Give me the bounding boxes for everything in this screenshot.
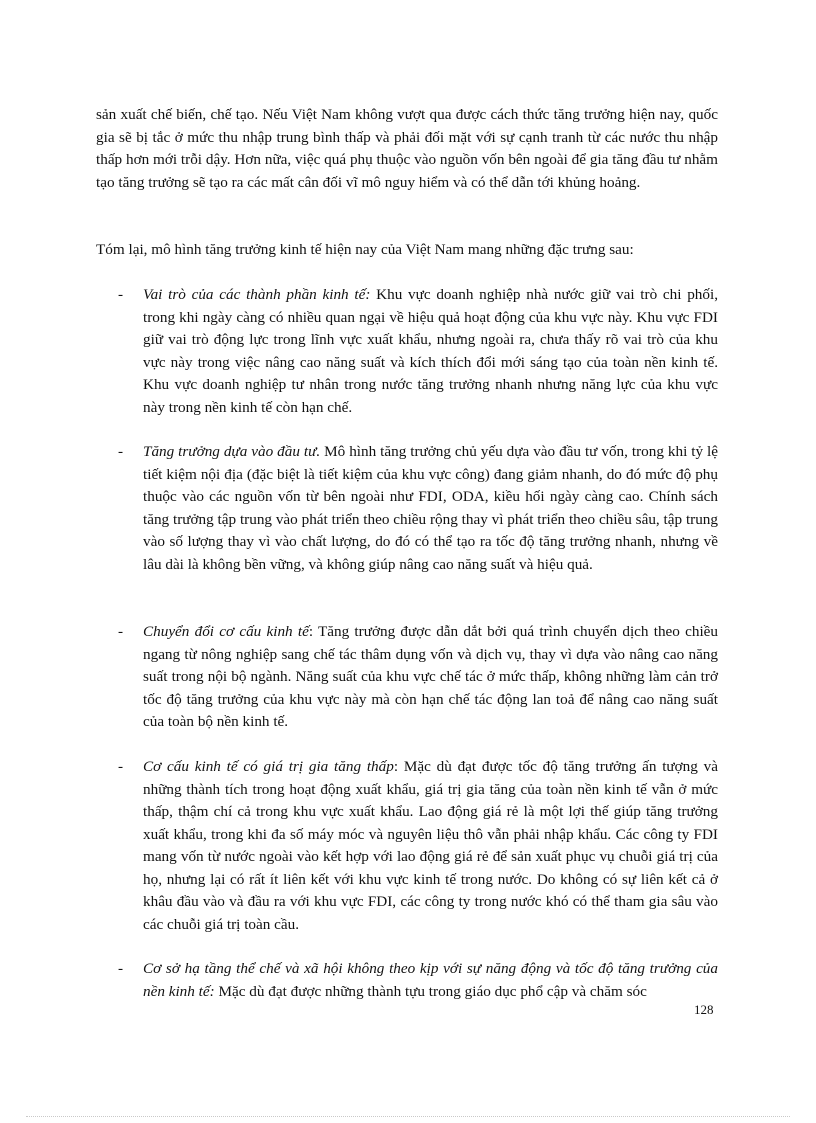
bullet-text: Mặc dù đạt được những thành tựu trong giáo dục phổ cập và chăm sóc xyxy=(214,982,647,1000)
bullet-dash: - xyxy=(118,758,124,775)
bullet-item xyxy=(118,958,718,1003)
page-number: 128 xyxy=(694,1002,714,1017)
bullet-term: Tăng trưởng dựa vào đầu tư. xyxy=(143,443,321,460)
summary-paragraph: Tóm lại, mô hình tăng trưởng kinh tế hiện nay của Việt Nam mang những đặc trưng sau: xyxy=(96,241,634,258)
bullet-item xyxy=(118,441,718,576)
bullet-body xyxy=(143,621,718,734)
bullet-body xyxy=(143,756,718,936)
bullet-item xyxy=(118,621,718,734)
bullet-body xyxy=(143,958,718,1003)
bullet-term: Cơ cấu kinh tế có giá trị gia tăng thấp xyxy=(143,758,394,775)
bullet-text: Khu vực doanh nghiệp nhà nước giữ vai trò chi phối, trong khi ngày càng có nhiều quan ngại về hiệu quả hoạt động của khu vực này. Khu vực FDI giữ vai trò động lực trong lĩnh vực xuất khẩu, nhưng ngoài ra, chưa thấy rõ vai trò của khu vực này trong việc nâng cao năng suất và kích thích đổi mới sáng tạo của toàn nền kinh tế. Khu vực doanh nghiệp tư nhân trong nước tăng trưởng nhanh nhưng năng lực của khu vực này trong nền kinh tế còn hạn chế. xyxy=(143,286,718,416)
bullet-dash: - xyxy=(118,623,124,640)
bullet-term: Cơ sở hạ tầng thể chế và xã hội không theo kịp với sự năng động và tốc độ tăng trưởng của nền kinh tế: xyxy=(143,960,718,1000)
intro-paragraph: sản xuất chế biến, chế tạo. Nếu Việt Nam không vượt qua được cách thức tăng trưởng hiện nay, quốc gia sẽ bị tắc ở mức thu nhập trung bình thấp và phải đối mặt với sự cạnh tranh từ các nước thu nhập thấp hơn mới trỗi dậy. Hơn nữa, việc quá phụ thuộc vào nguồn vốn bên ngoài để gia tăng đầu tư nhằm tạo tăng trưởng sẽ tạo ra các mất cân đối vĩ mô nguy hiểm và có thể dẫn tới khủng hoảng. xyxy=(96,106,718,191)
bullet-dash: - xyxy=(118,286,124,303)
bullet-text: Mô hình tăng trưởng chủ yếu dựa vào đầu tư vốn, trong khi tỷ lệ tiết kiệm nội địa (đặc biệt là tiết kiệm của khu vực công) đang giảm nhanh, do đó mức độ phụ thuộc vào các nguồn vốn từ bên ngoài như FDI, ODA, kiều hối ngày càng cao. Chính sách tăng trưởng tập trung vào phát triển theo chiều rộng thay vì phát triển theo chiều sâu, tập trung vào số lượng thay vì vào chất lượng, do đó có thể tạo ra tốc độ tăng trưởng nhanh, nhưng về lâu dài là không bền vững, và không giúp nâng cao năng suất và hiệu quả. xyxy=(143,443,718,573)
bullet-text: : Tăng trưởng được dẫn dắt bởi quá trình chuyển dịch theo chiều ngang từ nông nghiệp sang chế tác thâm dụng vốn và dịch vụ, thay vì dựa vào nâng cao năng suất trong nội bộ ngành. Năng suất của khu vực chế tác ở mức thấp, không những làm cản trở tốc độ tăng trưởng của khu vực này mà còn hạn chế tác động lan toả để nâng cao năng suất của toàn bộ nền kinh tế. xyxy=(143,623,718,730)
page-bottom-rule xyxy=(26,1116,790,1117)
bullet-dash: - xyxy=(118,960,124,977)
bullet-body xyxy=(143,284,718,419)
bullet-body xyxy=(143,441,718,576)
bullet-item xyxy=(118,284,718,419)
bullet-term: Chuyển đổi cơ cấu kinh tế xyxy=(143,623,309,640)
bullet-term: Vai trò của các thành phần kinh tế: xyxy=(143,286,371,303)
bullet-dash: - xyxy=(118,443,124,460)
bullet-text: : Mặc dù đạt được tốc độ tăng trưởng ấn tượng và những thành tích trong hoạt động xuất khẩu, giá trị gia tăng của toàn nền kinh tế vẫn ở mức thấp, thậm chí cả trong khu vực xuất khẩu. Lao động giá rẻ là một lợi thế giúp tăng trưởng xuất khẩu, trong khi đa số máy móc và nguyên liệu thô vẫn phải nhập khẩu. Các công ty FDI mang vốn từ nước ngoài vào kết hợp với lao động giá rẻ để sản xuất phục vụ chuỗi giá trị của họ, nhưng lại có rất ít liên kết với khu vực kinh tế trong nước. Do không có sự liên kết cả ở khâu đầu vào và đầu ra với khu vực FDI, các công ty trong nước khó có thể tham gia sâu vào các chuỗi giá trị toàn cầu. xyxy=(143,758,718,933)
bullet-item xyxy=(118,756,718,936)
